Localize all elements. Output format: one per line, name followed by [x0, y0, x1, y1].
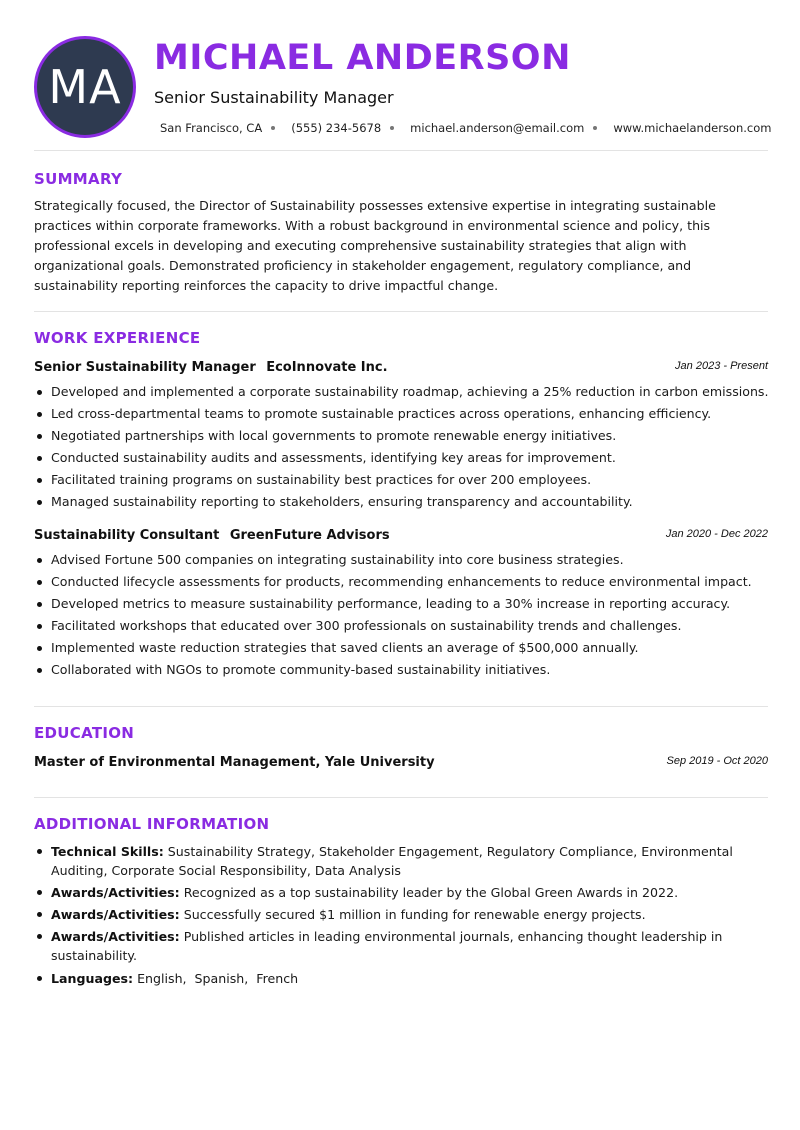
avatar — [34, 36, 136, 138]
list-item: Implemented waste reduction strategies that saved clients an average of $500,000 annually. — [34, 638, 768, 660]
info-text: Successfully secured $1 million in funding for renewable energy projects. — [183, 907, 646, 922]
section-divider — [34, 311, 768, 312]
summary-heading: SUMMARY — [34, 170, 123, 188]
separator-dot-icon — [271, 126, 275, 130]
info-text: Recognized as a top sustainability leader by the Global Green Awards in 2022. — [183, 885, 679, 900]
info-label: Technical Skills: — [51, 844, 164, 859]
resume-header — [34, 34, 772, 138]
info-label: Awards/Activities: — [51, 885, 180, 900]
education-degree: Master of Environmental Management, Yale University — [34, 755, 435, 770]
summary-text: Strategically focused, the Director of Sustainability possesses extensive expertise in integrating sustainable practices within corporate frameworks. With a robust background in environmental science and policy, this professional excels in developing and executing comprehensive sustainability strategies that align with organizational goals. Demonstrated proficiency in stakeholder engagement, regulatory compliance, and sustainability reporting reinforces the capacity to drive impactful change. — [34, 198, 716, 293]
list-item: Developed metrics to measure sustainability performance, leading to a 30% increase in reporting accuracy. — [34, 594, 768, 616]
info-label: Languages: — [51, 971, 134, 986]
candidate-name: MICHAEL ANDERSON — [154, 38, 571, 78]
list-item: Advised Fortune 500 companies on integrating sustainability into core business strategies. — [34, 550, 768, 572]
avatar-initials: MA — [48, 60, 122, 114]
job-header — [34, 358, 768, 376]
job-dates: Jan 2020 - Dec 2022 — [665, 528, 768, 540]
education-entry — [34, 753, 768, 771]
job-company: EcoInnovate Inc. — [266, 360, 388, 375]
list-item: Led cross-departmental teams to promote sustainable practices across operations, enhancing efficiency. — [34, 404, 768, 426]
job-role: Sustainability Consultant — [34, 528, 220, 543]
contact-phone: (555) 234-5678 — [291, 121, 382, 135]
contact-website[interactable]: www.michaelanderson.com — [613, 121, 772, 135]
additional-info-heading: ADDITIONAL INFORMATION — [34, 815, 270, 833]
list-item — [34, 927, 768, 965]
list-item: Facilitated training programs on sustainability best practices for over 200 employees. — [34, 470, 768, 492]
section-divider — [34, 150, 768, 151]
list-item — [34, 969, 768, 988]
education-dates: Sep 2019 - Oct 2020 — [666, 755, 768, 767]
separator-dot-icon — [390, 126, 394, 130]
info-text: English, Spanish, French — [137, 971, 299, 986]
contact-email[interactable]: michael.anderson@email.com — [410, 121, 585, 135]
list-item — [34, 883, 768, 902]
experience-heading: WORK EXPERIENCE — [34, 329, 201, 347]
additional-info-list — [34, 842, 768, 991]
separator-dot-icon — [593, 126, 597, 130]
candidate-title: Senior Sustainability Manager — [154, 88, 394, 107]
info-label: Awards/Activities: — [51, 929, 180, 944]
job-dates: Jan 2023 - Present — [675, 360, 768, 372]
job-role: Senior Sustainability Manager — [34, 360, 256, 375]
list-item: Conducted sustainability audits and assessments, identifying key areas for improvement. — [34, 448, 768, 470]
list-item: Facilitated workshops that educated over 300 professionals on sustainability trends and challenges. — [34, 616, 768, 638]
education-heading: EDUCATION — [34, 724, 135, 742]
list-item — [34, 842, 768, 880]
list-item — [34, 905, 768, 924]
list-item: Managed sustainability reporting to stakeholders, ensuring transparency and accountability. — [34, 492, 768, 514]
list-item: Negotiated partnerships with local governments to promote renewable energy initiatives. — [34, 426, 768, 448]
contact-location: San Francisco, CA — [160, 121, 263, 135]
section-divider — [34, 706, 768, 707]
section-divider — [34, 797, 768, 798]
job-bullets — [34, 382, 768, 514]
job-bullets — [34, 550, 768, 682]
list-item: Developed and implemented a corporate sustainability roadmap, achieving a 25% reduction in carbon emissions. — [34, 382, 768, 404]
contact-bar — [160, 121, 771, 135]
info-text: Published articles in leading environmental journals, enhancing thought leadership in sustainability. — [51, 929, 723, 963]
job-company: GreenFuture Advisors — [229, 528, 390, 543]
info-label: Awards/Activities: — [51, 907, 180, 922]
info-text: Sustainability Strategy, Stakeholder Engagement, Regulatory Compliance, Environmental Auditing, Corporate Social Responsibility, Data Analysis — [51, 844, 733, 878]
job-header — [34, 526, 768, 544]
list-item: Collaborated with NGOs to promote community-based sustainability initiatives. — [34, 660, 768, 682]
list-item: Conducted lifecycle assessments for products, recommending enhancements to reduce environmental impact. — [34, 572, 768, 594]
